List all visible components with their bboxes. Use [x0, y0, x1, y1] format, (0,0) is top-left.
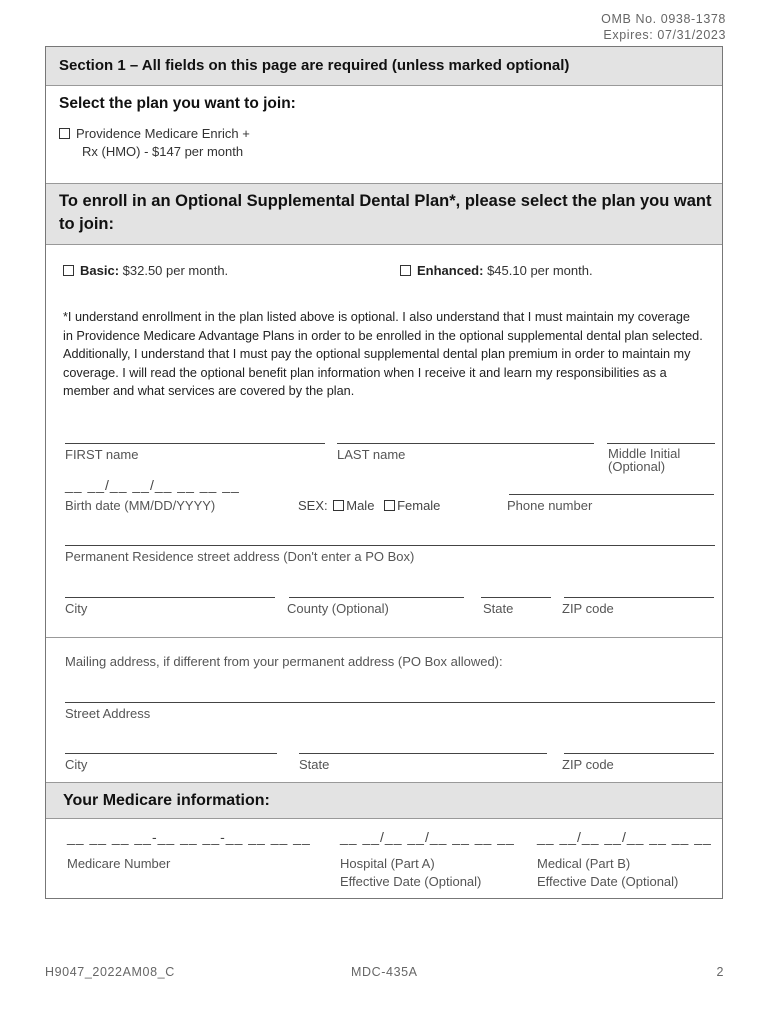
county-field[interactable]: [289, 597, 464, 598]
hospital-effective-date: Effective Date (Optional): [340, 874, 482, 889]
mailing-street-field[interactable]: [65, 702, 715, 703]
dental-and-personal-section: [46, 245, 722, 638]
middle-initial-label: [608, 447, 680, 473]
state-field[interactable]: [481, 597, 551, 598]
sex-field: [298, 498, 440, 513]
first-name-field[interactable]: [65, 443, 325, 444]
mailing-city-label: City: [65, 757, 88, 772]
male-checkbox[interactable]: [333, 500, 344, 511]
last-name-field[interactable]: [337, 443, 594, 444]
birth-date-field[interactable]: __ __/__ __/__ __ __ __: [65, 477, 240, 493]
enhanced-price: $45.10 per month.: [483, 263, 593, 278]
mailing-state-label: State: [299, 757, 330, 772]
female-label: Female: [397, 498, 441, 513]
mailing-zip-field[interactable]: [564, 753, 714, 754]
dental-enhanced-option[interactable]: [400, 263, 593, 278]
medical-date-label: [537, 855, 678, 891]
street-address-label: Permanent Residence street address (Don't enter a PO Box): [65, 549, 415, 564]
phone-field[interactable]: [509, 494, 714, 495]
first-name-label: FIRST name: [65, 447, 139, 462]
county-label: County (Optional): [287, 601, 389, 616]
mailing-zip-label: ZIP code: [562, 757, 614, 772]
mailing-intro: Mailing address, if different from your permanent address (PO Box allowed):: [65, 654, 503, 669]
omb-expiry: Expires: 07/31/2023: [603, 28, 726, 42]
state-label: State: [483, 601, 514, 616]
zip-field[interactable]: [564, 597, 714, 598]
plan-option-enrich[interactable]: [59, 125, 722, 161]
basic-label: Basic:: [80, 263, 120, 278]
mailing-city-field[interactable]: [65, 753, 277, 754]
female-checkbox[interactable]: [384, 500, 395, 511]
basic-checkbox[interactable]: [63, 265, 74, 276]
middle-initial-field[interactable]: [607, 443, 715, 444]
mailing-state-field[interactable]: [299, 753, 547, 754]
city-field[interactable]: [65, 597, 275, 598]
medicare-number-field[interactable]: __ __ __ __-__ __ __-__ __ __ __: [67, 829, 311, 845]
enhanced-label: Enhanced:: [417, 263, 484, 278]
footer-doc-id: MDC-435A: [351, 965, 418, 979]
medicare-number-label: Medicare Number: [67, 856, 171, 871]
dental-heading: To enroll in an Optional Supplemental Dental Plan*, please select the plan you want to join:: [46, 184, 722, 245]
omb-notice: [601, 11, 726, 43]
dental-basic-option[interactable]: [63, 263, 228, 278]
hospital-part-a: Hospital (Part A): [340, 856, 435, 871]
mailing-address-section: [46, 638, 722, 783]
basic-price: $32.50 per month.: [119, 263, 229, 278]
enhanced-checkbox[interactable]: [400, 265, 411, 276]
street-address-field[interactable]: [65, 545, 715, 546]
mailing-street-label: Street Address: [65, 706, 151, 721]
male-label: Male: [346, 498, 375, 513]
medicare-section: [46, 819, 722, 903]
last-name-label: LAST name: [337, 447, 406, 462]
middle-initial-optional: (Optional): [608, 459, 666, 474]
section-title: Section 1 – All fields on this page are required (unless marked optional): [46, 47, 722, 86]
phone-label: Phone number: [507, 498, 593, 513]
dental-disclaimer: *I understand enrollment in the plan listed above is optional. I also understand that I must maintain my coverage in Providence Medicare Advantage Plans in order to be enrolled in the optional supplemental dental plan selected. Additionally, I understand that I must pay the optional supplemental dental plan premium in order to maintain my coverage. I will read the optional benefit plan information when I receive it and learn my responsibilities as a member and what services are covered by the plan.: [63, 310, 703, 398]
medicare-heading: Your Medicare information:: [46, 783, 722, 819]
birth-date-label: Birth date (MM/DD/YYYY): [65, 498, 216, 513]
zip-label: ZIP code: [562, 601, 614, 616]
medical-part-b: Medical (Part B): [537, 856, 631, 871]
plan-checkbox[interactable]: [59, 128, 70, 139]
hospital-date-field[interactable]: __ __/__ __/__ __ __ __: [340, 829, 515, 845]
page-number: 2: [716, 965, 724, 979]
footer-form-code: H9047_2022AM08_C: [45, 965, 175, 979]
hospital-date-label: [340, 855, 481, 891]
plan-heading: Select the plan you want to join:: [59, 95, 296, 112]
plan-option-label: Providence Medicare Enrich +: [76, 126, 250, 141]
medical-date-field[interactable]: __ __/__ __/__ __ __ __: [537, 829, 712, 845]
enrollment-form: [45, 46, 723, 899]
plan-selection: [46, 86, 722, 184]
medical-effective-date: Effective Date (Optional): [537, 874, 679, 889]
omb-number: OMB No. 0938-1378: [601, 12, 726, 26]
middle-initial-text: Middle Initial: [608, 446, 681, 461]
plan-option-price: Rx (HMO) - $147 per month: [82, 144, 244, 159]
city-label: City: [65, 601, 88, 616]
sex-label: SEX:: [298, 498, 328, 513]
